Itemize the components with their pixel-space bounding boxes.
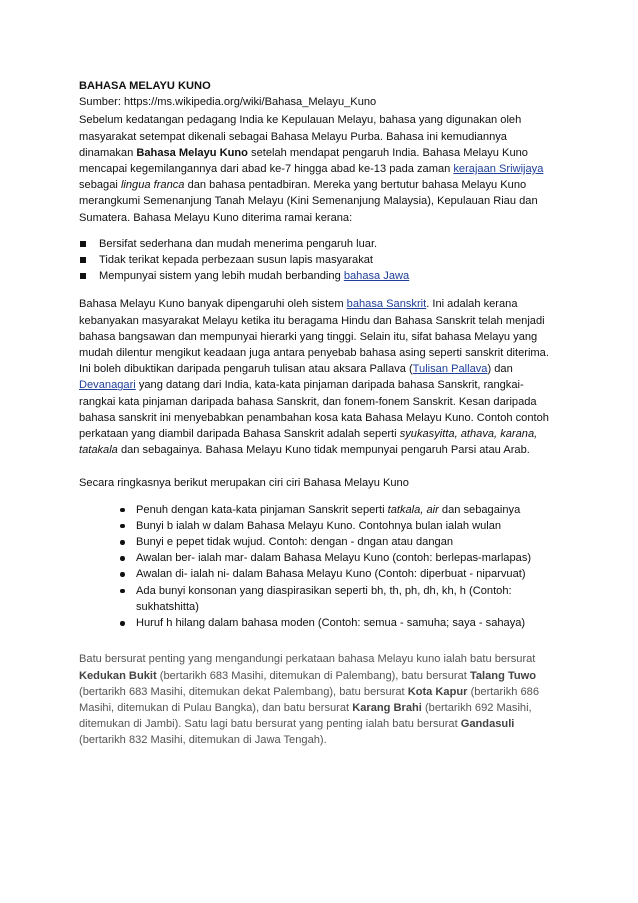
features-list (79, 502, 554, 632)
text-run: ) dan (487, 363, 513, 376)
list-item: Awalan ber- ialah mar- dalam Bahasa Melayu Kuno (contoh: berlepas-marlapas) (136, 550, 554, 566)
italic-term: lingua franca (120, 179, 185, 192)
text-run: (bertarikh 683 Masihi, ditemukan di Palembang), batu bersurat (156, 669, 470, 682)
list-item: Bersifat sederhana dan mudah menerima pengaruh luar. (79, 236, 554, 252)
bold-term: Karang Brahi (352, 701, 422, 714)
text-run: (bertarikh 692 Masihi, ditemukan di Jambi). Satu lagi batu bersurat yang penting ialah batu bersurat (79, 701, 532, 731)
text-run: Batu bersurat penting yang mengandungi perkataan bahasa Melayu kuno ialah batu bersurat (79, 653, 536, 666)
intro-paragraph (79, 112, 554, 225)
text-run: yang datang dari India, kata-kata pinjaman daripada bahasa Sanskrit, rangkai-rangkai kata pinjaman daripada bahasa Sanskrit, dan fonem-fonem Sanskrit. Kesan daripada bahasa sanskrit ini menyebabkan penambahan kosa kata Bahasa Melayu Kuno. Contoh contoh perkataan yang diambil daripada Bahasa Sanskrit adalah seperti (79, 379, 549, 441)
text-run: (bertarikh 686 Masihi, ditemukan di Pulau Bangka), dan batu bersurat (79, 685, 540, 714)
text-run: Bahasa Melayu Kuno banyak dipengaruhi oleh sistem (79, 298, 347, 311)
bold-term: Kedukan Bukit (79, 669, 157, 682)
sanskrit-paragraph (79, 296, 554, 458)
text-run: Mempunyai sistem yang lebih mudah berbanding (99, 270, 344, 283)
text-run: setelah mendapat pengaruh India. Bahasa Melayu Kuno mencapai kegemilangannya dari abad ke-7 hingga abad ke-13 pada zaman (79, 146, 528, 176)
text-run: (bertarikh 832 Masihi, ditemukan di Jawa Tengah). (79, 734, 327, 747)
text-run: Penuh dengan kata-kata pinjaman Sanskrit seperti (136, 503, 388, 516)
link-tulisan-pallava[interactable]: Tulisan Pallava (412, 363, 488, 376)
text-run: . Ini adalah kerana kebanyakan masyarakat Melayu ketika itu beragama Hindu dan Bahasa Sanskrit telah menjadi bahasa bangsawan dan mempunyai hierarki yang tinggi. Selain itu, sifat bahasa Melayu yang mudah dilentur mengikut keadaan juga antara penyebab bahasa asing seperti sanskrit diterima. Ini boleh dibuktikan daripada pengaruh tulisan atau aksara Pallava ( (79, 298, 549, 376)
bold-term: Kota Kapur (407, 685, 468, 698)
text-run: sebagai (79, 179, 121, 192)
link-devanagari[interactable]: Devanagari (79, 379, 136, 392)
document-page (79, 78, 554, 749)
link-bahasa-jawa[interactable]: bahasa Jawa (343, 270, 410, 283)
bold-term: Talang Tuwo (469, 669, 537, 682)
summary-intro: Secara ringkasnya berikut merupakan ciri ciri Bahasa Melayu Kuno (79, 477, 409, 490)
source-line: Sumber: https://ms.wikipedia.org/wiki/Bahasa_Melayu_Kuno (79, 96, 377, 109)
text-run: (bertarikh 683 Masihi, ditemukan dekat Palembang), batu bersurat (79, 685, 408, 698)
inscriptions-paragraph (79, 651, 554, 748)
text-run: dan sebagainya. Bahasa Melayu Kuno tidak mempunyai pengaruh Parsi atau Arab. (117, 444, 530, 457)
italic-term: tatkala, air (387, 503, 439, 516)
bold-term: Gandasuli (460, 718, 515, 731)
list-item: Tidak terikat kepada perbezaan susun lapis masyarakat (79, 252, 554, 268)
list-item: Huruf h hilang dalam bahasa moden (Contoh: semua - samuha; saya - sahaya) (136, 615, 554, 631)
list-item: Awalan di- ialah ni- dalam Bahasa Melayu Kuno (Contoh: diperbuat - niparvuat) (136, 566, 554, 582)
document-title: BAHASA MELAYU KUNO (79, 80, 211, 92)
list-item: Bunyi e pepet tidak wujud. Contoh: dengan - dngan atau dangan (136, 534, 554, 550)
list-item (136, 502, 554, 518)
text-run: dan bahasa pentadbiran. Mereka yang bertutur bahasa Melayu Kuno merangkumi Semenanjung Tanah Melayu (Kini Semenanjung Malaysia), Kepulauan Riau dan Sumatera. Bahasa Melayu Kuno diterima ramai kerana: (79, 179, 538, 224)
text-run: Sebelum kedatangan pedagang India ke Kepulauan Melayu, bahasa yang digunakan oleh masyarakat setempat dikenali sebagai Bahasa Melayu Purba. Bahasa ini kemudiannya dinamakan (79, 114, 522, 159)
italic-term: syukasyitta, athava, karana, tatakala (79, 428, 538, 457)
bold-term: Bahasa Melayu Kuno (136, 146, 248, 159)
list-item: Bunyi b ialah w dalam Bahasa Melayu Kuno. Contohnya bulan ialah wulan (136, 518, 554, 534)
link-bahasa-sanskrit[interactable]: bahasa Sanskrit (346, 298, 427, 311)
list-item: Ada bunyi konsonan yang diaspirasikan seperti bh, th, ph, dh, kh, h (Contoh: sukhatshitta) (136, 583, 554, 615)
link-kerajaan-sriwijaya[interactable]: kerajaan Sriwijaya (453, 163, 544, 176)
text-run: dan sebagainya (438, 503, 521, 516)
reasons-list (79, 236, 554, 285)
list-item (79, 268, 554, 284)
